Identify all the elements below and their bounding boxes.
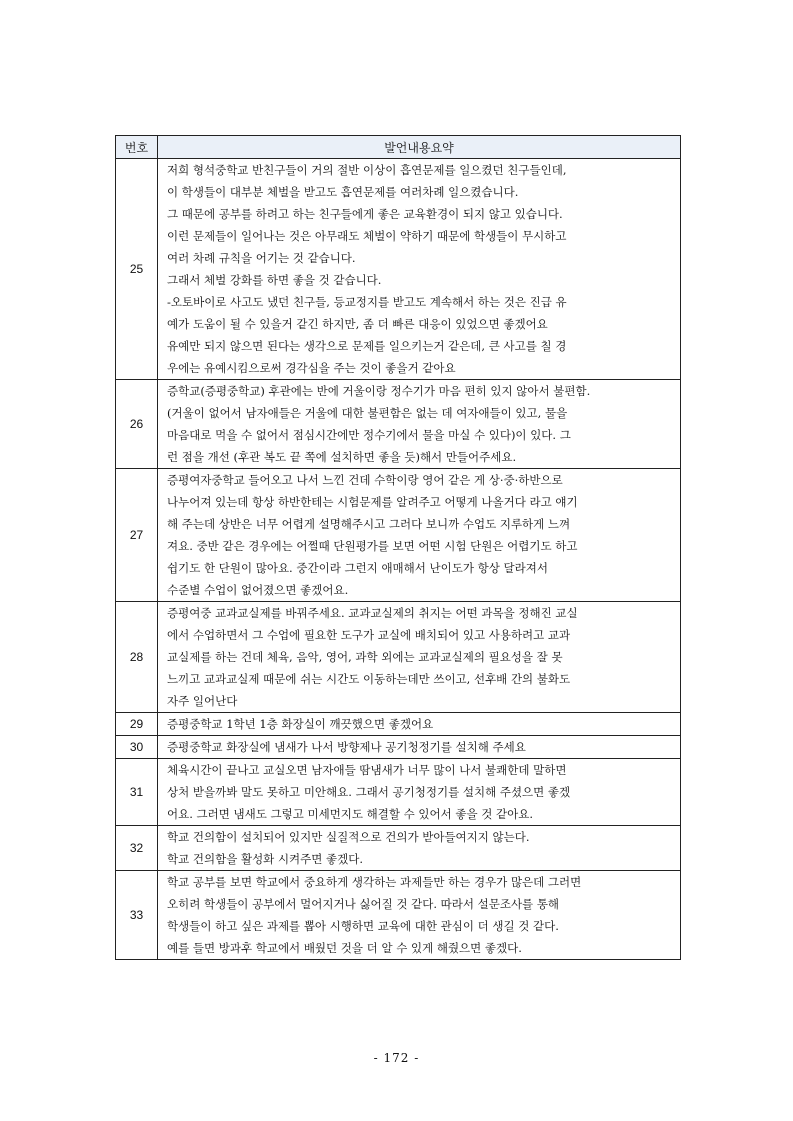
summary-line: 우에는 유예시킴으로써 경각심을 주는 것이 좋을거 같아요 [167, 361, 456, 375]
row-number: 33 [116, 871, 158, 960]
summary-line: 그래서 체벌 강화를 하면 좋을 것 같습니다. [167, 273, 382, 287]
summary-line: 증평중학교 1학년 1층 화장실이 깨끗했으면 좋겠어요 [167, 717, 434, 731]
table-header-row [116, 136, 681, 159]
header-summary: 발언내용요약 [158, 136, 681, 159]
summary-line: 에서 수업하면서 그 수업에 필요한 도구가 교실에 배치되어 있고 사용하려고 교과 [167, 628, 571, 642]
summary-line: 자주 일어난다 [167, 694, 238, 708]
row-number: 30 [116, 736, 158, 759]
summary-line: 증평중학교 화장실에 냄새가 나서 방향제나 공기청정기를 설치해 주세요 [167, 740, 526, 754]
row-summary [158, 871, 681, 960]
row-number: 28 [116, 602, 158, 713]
row-number: 29 [116, 713, 158, 736]
row-summary [158, 759, 681, 826]
table-row [116, 736, 681, 759]
summary-line: 학교 건의함이 설치되어 있지만 실질적으로 건의가 받아들여지지 않는다. [167, 830, 530, 844]
row-summary [158, 736, 681, 759]
header-number: 번호 [116, 136, 158, 159]
summary-line: 체육시간이 끝나고 교실오면 남자애들 땀냄새가 너무 많이 나서 불쾌한데 말하면 [167, 763, 567, 777]
summary-line: 학교 공부를 보면 학교에서 중요하게 생각하는 과제들만 하는 경우가 많은데 그러면 [167, 875, 582, 889]
summary-line: 나누어져 있는데 항상 하반한테는 시험문제를 알려주고 어떻게 나올거다 라고 얘기 [167, 495, 578, 509]
row-summary [158, 602, 681, 713]
page-number: - 172 - [373, 1051, 420, 1065]
summary-line: 이 학생들이 대부분 체벌을 받고도 흡연문제를 여러차례 일으켰습니다. [167, 185, 519, 199]
table-row [116, 159, 681, 380]
summary-line: 저희 형석중학교 반친구들이 거의 절반 이상이 흡연문제를 일으켰던 친구들인데, [167, 163, 567, 177]
summary-line: 유예만 되지 않으면 된다는 생각으로 문제를 일으키는거 같은데, 큰 사고를 칠 경 [167, 339, 567, 353]
summary-line: 져요. 중반 같은 경우에는 어쩔때 단원평가를 보면 어떤 시험 단원은 어렵기도 하고 [167, 539, 578, 553]
summary-line: -오토바이로 사고도 냈던 친구들, 등교정지를 받고도 계속해서 하는 것은 진급 유 [167, 295, 567, 309]
table-row [116, 759, 681, 826]
table-row [116, 469, 681, 602]
summary-line: 해 주는데 상반은 너무 어렵게 설명해주시고 그러다 보니까 수업도 지루하게 느껴 [167, 517, 571, 531]
summary-line: 교실제를 하는 건데 체육, 음악, 영어, 과학 외에는 교과교실제의 필요성을 잘 못 [167, 650, 563, 664]
row-summary [158, 469, 681, 602]
table-row [116, 871, 681, 960]
summary-line: 마음대로 먹을 수 없어서 점심시간에만 정수기에서 물을 마실 수 있다)이 있다. 그 [167, 428, 571, 442]
row-number: 26 [116, 380, 158, 469]
proposal-summary-table [115, 135, 681, 960]
summary-line: 런 점을 개선 (후관 복도 끝 쪽에 설치하면 좋을 듯)해서 만들어주세요. [167, 450, 517, 464]
summary-line: 학생들이 하고 싶은 과제를 뽑아 시행하면 교육에 대한 관심이 더 생길 것 같다. [167, 919, 559, 933]
row-summary [158, 713, 681, 736]
summary-line: 어요. 그러면 냄새도 그렇고 미세먼지도 해결할 수 있어서 좋을 것 같아요. [167, 807, 534, 821]
table-row [116, 602, 681, 713]
summary-line: 학교 건의함을 활성화 시켜주면 좋겠다. [167, 852, 364, 866]
summary-line: 느끼고 교과교실제 때문에 쉬는 시간도 이동하는데만 쓰이고, 선후배 간의 불화도 [167, 672, 571, 686]
row-summary [158, 380, 681, 469]
table-row [116, 380, 681, 469]
summary-line: 예를 들면 방과후 학교에서 배웠던 것을 더 알 수 있게 해줬으면 좋겠다. [167, 941, 522, 955]
summary-line: 상처 받을까봐 말도 못하고 미안해요. 그래서 공기청정기를 설치해 주셨으면 좋겠 [167, 785, 571, 799]
summary-line: 증평여중 교과교실제를 바꿔주세요. 교과교실제의 취지는 어떤 과목을 정해진 교실 [167, 606, 578, 620]
summary-line: (거울이 없어서 남자애들은 거울에 대한 불편함은 없는 데 여자애들이 있고, 물을 [167, 406, 568, 420]
table-row [116, 826, 681, 871]
table-row [116, 713, 681, 736]
summary-line: 증학교(증평중학교) 후관에는 반에 거울이랑 정수기가 마음 편히 있지 않아서 불편함. [167, 384, 591, 398]
summary-line: 쉽기도 한 단원이 많아요. 중간이라 그런지 애매해서 난이도가 항상 달라져서 [167, 561, 548, 575]
summary-line: 여러 차례 규칙을 어기는 것 같습니다. [167, 251, 356, 265]
summary-line: 오히려 학생들이 공부에서 멀어지거나 싫어질 것 같다. 따라서 설문조사를 통해 [167, 897, 560, 911]
row-number: 27 [116, 469, 158, 602]
row-number: 31 [116, 759, 158, 826]
summary-line: 이런 문제들이 일어나는 것은 아무래도 체벌이 약하기 때문에 학생들이 무시하고 [167, 229, 567, 243]
summary-line: 예가 도움이 될 수 있을거 같긴 하지만, 좀 더 빠른 대응이 있었으면 좋겠어요 [167, 317, 548, 331]
row-number: 25 [116, 159, 158, 380]
row-summary [158, 826, 681, 871]
row-summary [158, 159, 681, 380]
summary-line: 수준별 수업이 없어졌으면 좋겠어요. [167, 583, 349, 597]
summary-line: 그 때문에 공부를 하려고 하는 친구들에게 좋은 교육환경이 되지 않고 있습니다. [167, 207, 563, 221]
row-number: 32 [116, 826, 158, 871]
summary-line: 증평여자중학교 들어오고 나서 느낀 건데 수학이랑 영어 같은 게 상·중·하반으로 [167, 473, 563, 487]
